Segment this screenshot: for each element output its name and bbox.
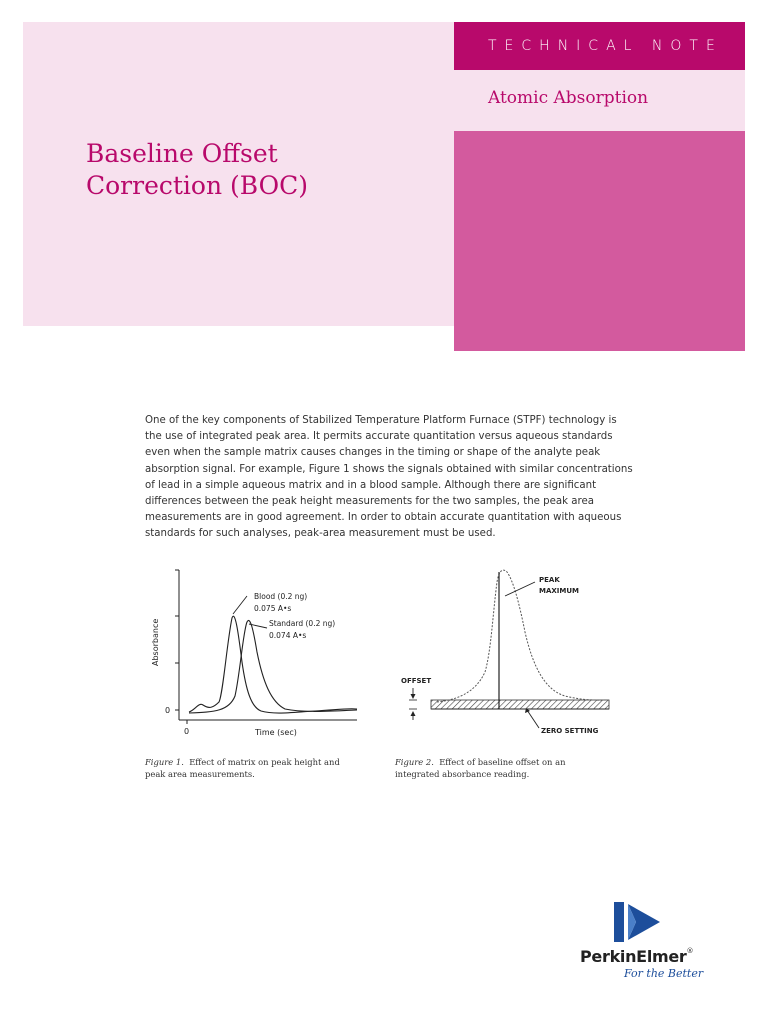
offset-hatch-band [431, 700, 609, 709]
category-label: Atomic Absorption [488, 88, 649, 108]
perkinelmer-logo [580, 898, 730, 988]
x-tick-label: 0 [184, 727, 190, 736]
zero-setting-pointer [527, 710, 539, 728]
peak-label-2: MAXIMUM [539, 587, 580, 595]
body-line: standards for such analyses, peak-area measurement must be used. [145, 528, 496, 540]
standard-label: Standard (0.2 ng) [269, 619, 336, 628]
offset-arrowhead-down [411, 694, 416, 699]
logo-wordmark-text: PerkinElmer [580, 947, 687, 966]
offset-label: OFFSET [401, 677, 432, 685]
offset-arrowhead-up [411, 711, 416, 716]
figure-1-plot [145, 562, 375, 747]
y-axis-label: Absorbance [151, 618, 160, 666]
figure-2-caption-text: Effect of baseline offset on an integrated absorbance reading. [395, 757, 566, 779]
body-line: differences between the peak height measurements for the two samples, the peak area [145, 496, 594, 508]
intro-paragraph [145, 413, 645, 543]
zero-setting-label: ZERO SETTING [541, 727, 599, 735]
figure-2-caption [395, 757, 610, 780]
header-color-block [454, 131, 745, 351]
title-line-1: Baseline Offset [86, 139, 278, 168]
registered-mark: ® [686, 947, 694, 955]
peak-curve [437, 570, 609, 702]
body-line: of lead in a simple aqueous matrix and in a blood sample. Although there are significant [145, 479, 597, 491]
logo-tagline: For the Better [624, 967, 704, 980]
x-axis-label: Time (sec) [255, 728, 297, 737]
blood-value: 0.075 A•s [254, 604, 292, 613]
title-line-2: Correction (BOC) [86, 171, 308, 200]
logo-wordmark [580, 947, 693, 966]
standard-value: 0.074 A•s [269, 631, 307, 640]
body-line: measurements are in good agreement. In order to obtain accurate quantitation with aqueous [145, 512, 622, 524]
y-tick-label: 0 [165, 706, 171, 715]
figure-1 [145, 562, 375, 747]
peak-pointer [505, 582, 535, 596]
figure-1-caption-text: Effect of matrix on peak height and peak area measurements. [145, 757, 340, 779]
technical-note-band: TECHNICAL NOTE [454, 22, 745, 70]
figure-2-number: Figure 2. [395, 757, 434, 767]
blood-pointer [233, 596, 247, 614]
body-line: even when the sample matrix causes changes in the timing or shape of the analyte peak [145, 447, 601, 459]
body-line: absorption signal. For example, Figure 1 shows the signals obtained with similar concentrations [145, 463, 633, 475]
figure-2-plot [395, 562, 625, 747]
figure-2 [395, 562, 625, 747]
body-line: One of the key components of Stabilized Temperature Platform Furnace (STPF) technology is [145, 415, 617, 426]
body-line: the use of integrated peak area. It permits accurate quantitation versus aqueous standards [145, 431, 613, 443]
peak-label: PEAK [539, 576, 560, 584]
perkinelmer-mark-icon [610, 898, 670, 946]
document-title [86, 138, 406, 202]
blood-label: Blood (0.2 ng) [254, 592, 308, 601]
figure-1-caption [145, 757, 360, 780]
figure-1-number: Figure 1. [145, 757, 184, 767]
